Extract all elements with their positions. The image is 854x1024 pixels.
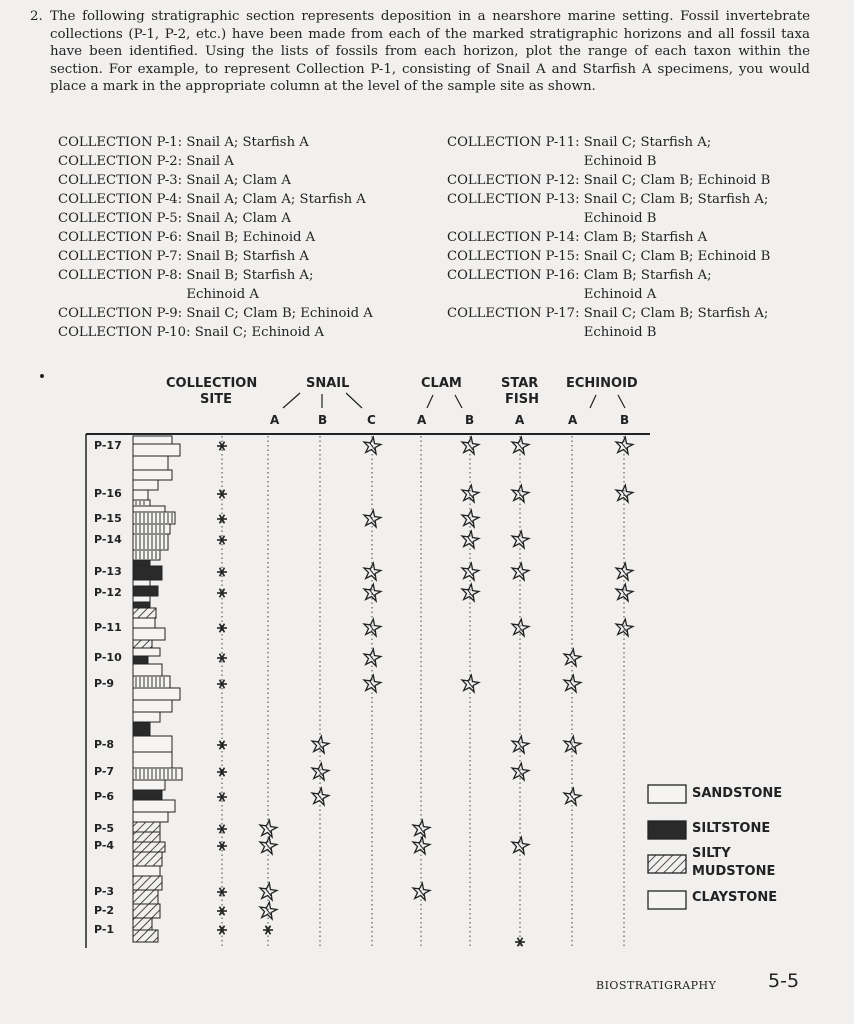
fossil-mark [312, 736, 329, 753]
legend-label-sandstone: SANDSTONE [692, 786, 783, 801]
strat-layer [133, 822, 160, 832]
strat-layer [133, 436, 172, 444]
strat-layer [133, 648, 160, 656]
legend-swatch-sandstone [648, 785, 686, 803]
question-number: 2. [30, 9, 43, 24]
collection-taxa: Clam B; Starfish A [583, 230, 708, 245]
strat-layer [133, 752, 172, 768]
horizon-label: P-17 [94, 439, 122, 452]
horizon-label: P-5 [94, 822, 115, 835]
header-clam: CLAM [421, 376, 462, 391]
horizon-label: P-1 [94, 923, 115, 936]
legend-label-siltstone: SILTSTONE [692, 821, 771, 836]
legend-swatch-siltstone [648, 821, 686, 839]
strat-layer [133, 602, 150, 608]
strat-layer [133, 688, 180, 700]
collection-label: COLLECTION P-12: [447, 173, 584, 188]
strat-layer [133, 780, 165, 790]
strat-layer [133, 700, 172, 712]
horizon-label: P-3 [94, 885, 115, 898]
header-slash [346, 393, 362, 408]
strat-layer [133, 790, 162, 800]
collection-taxa: Snail C; Clam B; Starfish A; [583, 306, 769, 321]
horizon-label: P-4 [94, 839, 115, 852]
strat-layer [133, 890, 158, 904]
collection-taxa: Snail B; Starfish A [186, 249, 309, 264]
header-fish: FISH [505, 392, 539, 407]
strat-layer [133, 832, 160, 842]
collection-label: COLLECTION P-7: [58, 249, 187, 264]
fossil-mark [364, 619, 381, 636]
strat-layer [133, 640, 152, 648]
collection-taxa: Snail C; Echinoid A [194, 325, 324, 340]
strat-layer [133, 812, 168, 822]
collection-taxa: Echinoid B [583, 211, 657, 226]
collection-label: COLLECTION P-5: [58, 211, 187, 226]
collection-label: COLLECTION P-16: [447, 268, 584, 283]
fossil-mark [260, 902, 277, 919]
horizon-label: P-13 [94, 565, 122, 578]
header-collection: COLLECTION [166, 376, 258, 391]
collection-label: COLLECTION P-14: [447, 230, 584, 245]
collection-taxa: Snail A; Starfish A [186, 135, 309, 150]
collection-taxa: Snail B; Echinoid A [186, 230, 316, 245]
strat-layer [133, 596, 150, 602]
header-snail-b: B [318, 413, 328, 427]
strat-layer [133, 800, 175, 812]
strat-layer [133, 490, 148, 500]
header-slash [455, 395, 462, 408]
collection-label: COLLECTION P-11: [447, 135, 584, 150]
horizon-label: P-7 [94, 765, 115, 778]
collection-taxa: Clam B; Starfish A; [583, 268, 712, 283]
fossil-mark [364, 510, 381, 527]
strat-layer [133, 444, 180, 456]
collection-label: COLLECTION P-1: [58, 135, 187, 150]
legend-label-claystone: CLAYSTONE [692, 890, 778, 905]
question-text: The following stratigraphic section represents deposition in a nearshore marine setting. Fossil invertebrate collections (P-1, P-2, etc.) have been made from each of the marked stratigraphic horizons and all fossil taxa have been identified. Using the lists of fossils from each horizon, plot the range of each taxon within the section. For example, to represent Collection P-1, consisting of Snail A and Starfish A specimens, you would place a mark in the appropriate column at the level of the sample site as shown. [50, 9, 810, 94]
collection-taxa: Snail A; Clam A [186, 173, 291, 188]
collection-taxa: Snail A; Clam A [186, 211, 291, 226]
header-snail-c: C [367, 413, 376, 427]
legend-swatch-mudstone [648, 855, 686, 873]
header-snail-a: A [270, 413, 280, 427]
collection-taxa: Snail B; Starfish A; [186, 268, 314, 283]
strat-layer [133, 876, 162, 890]
collection-taxa: Snail A; Clam A; Starfish A [186, 192, 366, 207]
strat-layer [133, 712, 160, 722]
fossil-mark [564, 736, 581, 753]
collection-label: COLLECTION P-3: [58, 173, 187, 188]
horizon-label: P-11 [94, 621, 122, 634]
collection-taxa: Echinoid B [583, 154, 657, 169]
horizon-label: P-10 [94, 651, 122, 664]
strat-layer [133, 506, 165, 512]
collection-label: COLLECTION P-15: [447, 249, 584, 264]
collection-label: COLLECTION P-10: [58, 325, 195, 340]
strat-layer [133, 586, 158, 596]
fossil-mark [462, 510, 479, 527]
strat-layer [133, 456, 168, 470]
strat-layer [133, 534, 168, 550]
collection-label: COLLECTION P-13: [447, 192, 584, 207]
collection-label: COLLECTION P-9: [58, 306, 187, 321]
header-echinoid-b: B [620, 413, 630, 427]
header-starfish-a: A [515, 413, 525, 427]
strat-layer [133, 736, 172, 752]
header-clam-a: A [417, 413, 427, 427]
fossil-mark [512, 736, 529, 753]
header-slash [590, 395, 596, 408]
collection-taxa: Echinoid A [186, 287, 259, 302]
collection-label: COLLECTION P-8: [58, 268, 187, 283]
header-snail: SNAIL [306, 376, 350, 391]
collection-taxa: Snail C; Clam B; Echinoid B [583, 173, 771, 188]
page-number: 5-5 [768, 970, 800, 992]
collection-label: COLLECTION P-4: [58, 192, 187, 207]
fossil-mark [512, 763, 529, 780]
strat-layer [133, 628, 165, 640]
horizon-label: P-16 [94, 487, 122, 500]
horizon-label: P-12 [94, 586, 122, 599]
collection-taxa: Snail C; Starfish A; [583, 135, 712, 150]
collection-taxa: Snail C; Clam B; Echinoid B [583, 249, 771, 264]
header-site: SITE [200, 392, 232, 407]
strat-layer [133, 480, 158, 490]
header-clam-b: B [465, 413, 475, 427]
header-echinoid-a: A [568, 413, 578, 427]
horizon-label: P-9 [94, 677, 115, 690]
header-echinoid: ECHINOID [566, 376, 638, 391]
strat-layer [133, 904, 160, 918]
strat-layer [133, 580, 150, 586]
horizon-label: P-14 [94, 533, 122, 546]
strat-layer [133, 560, 150, 566]
strat-layer [133, 608, 156, 618]
horizon-label: P-6 [94, 790, 115, 803]
collection-taxa: Snail A [186, 154, 234, 169]
strat-layer [133, 470, 172, 480]
strat-layer [133, 566, 162, 580]
strat-layer [133, 842, 165, 852]
strat-layer [133, 866, 160, 876]
collection-label: COLLECTION P-6: [58, 230, 187, 245]
horizon-label: P-8 [94, 738, 115, 751]
header-slash [283, 393, 300, 408]
collection-taxa: Snail C; Clam B; Echinoid A [186, 306, 373, 321]
fossil-mark [616, 619, 633, 636]
strat-layer [133, 918, 152, 930]
header-slash [427, 395, 433, 408]
strat-layer [133, 852, 162, 866]
collection-taxa: Snail C; Clam B; Starfish A; [583, 192, 769, 207]
collection-label: COLLECTION P-17: [447, 306, 584, 321]
header-slash [618, 395, 625, 408]
collection-taxa: Echinoid A [583, 287, 657, 302]
strat-layer [133, 656, 148, 664]
horizon-label: P-2 [94, 904, 115, 917]
strat-layer [133, 722, 150, 736]
strat-layer [133, 664, 162, 676]
header-star: STAR [501, 376, 539, 391]
footer-section: BIOSTRATIGRAPHY [596, 979, 717, 992]
fossil-mark [512, 619, 529, 636]
strat-layer [133, 618, 155, 628]
collection-label: COLLECTION P-2: [58, 154, 187, 169]
strat-layer [133, 930, 158, 942]
fossil-mark [312, 763, 329, 780]
legend-label-silty-mudstone: SILTY MUDSTONE [692, 846, 776, 879]
collection-taxa: Echinoid B [583, 325, 657, 340]
legend-swatch-claystone [648, 891, 686, 909]
horizon-label: P-15 [94, 512, 122, 525]
strat-layer [133, 512, 175, 524]
